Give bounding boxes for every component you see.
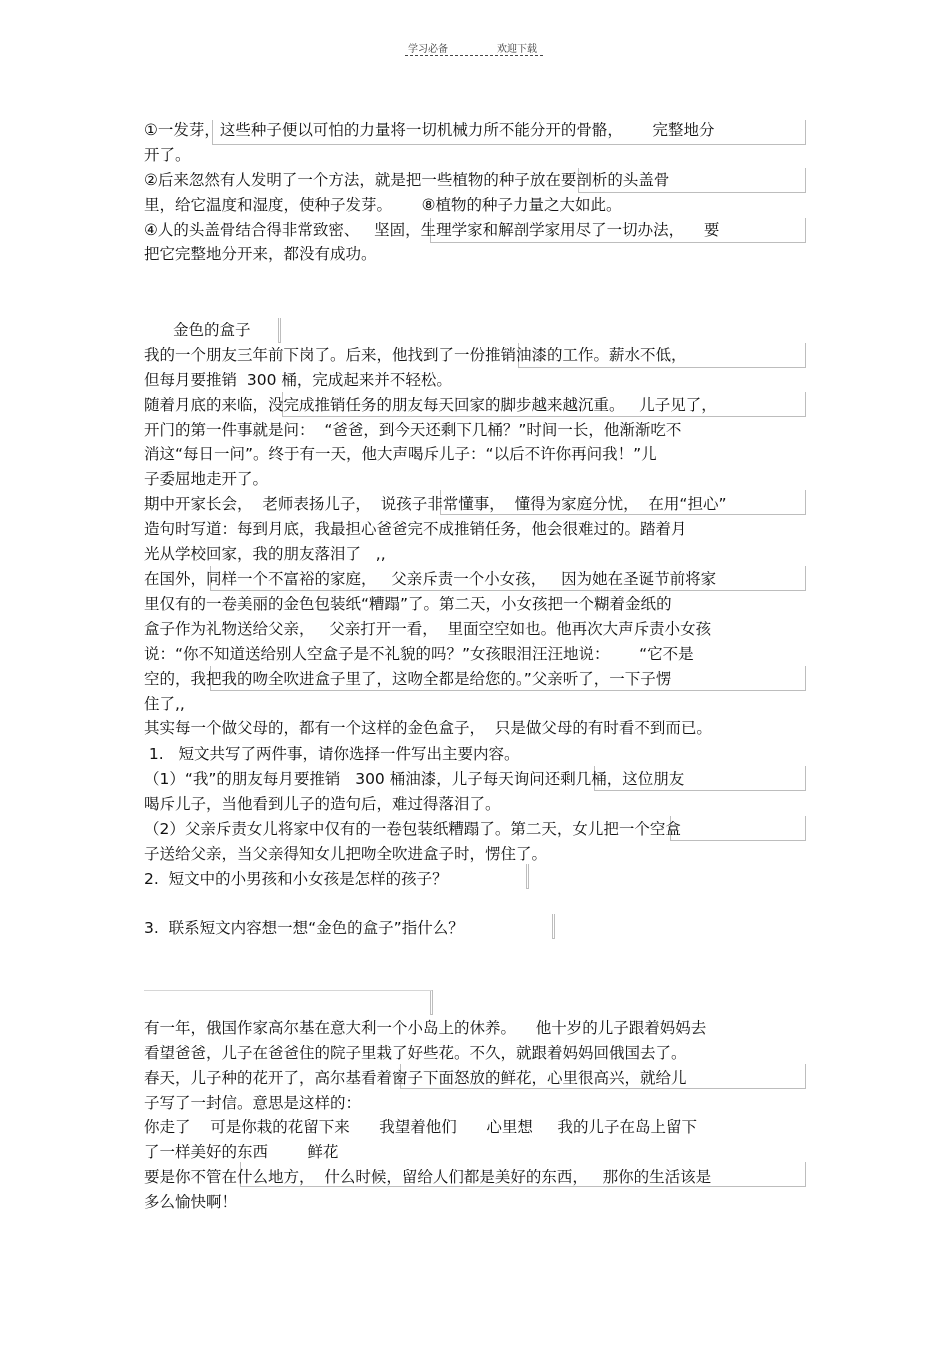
paragraph-line: 随着月底的来临，没完成推销任务的朋友每天回家的脚步越来越沉重。 儿子见了，	[144, 396, 717, 414]
answer-line: 子送给父亲，当父亲得知女儿把吻全吹进盒子时，愣住了。	[144, 845, 548, 863]
paragraph-line: 住了,,	[144, 695, 185, 713]
paragraph-line: 你走了 可是你栽的花留下来 我望着他们 心里想 我的儿子在岛上留下	[144, 1118, 697, 1136]
horizontal-rule	[144, 990, 432, 991]
text-box	[526, 864, 529, 889]
question-2: 2. 短文中的小男孩和小女孩是怎样的孩子？	[144, 870, 448, 888]
question-1: 1. 短文共写了两件事，请你选择一件写出主要内容。	[144, 745, 520, 763]
header-left-text: 学习必备	[408, 44, 448, 55]
text-box	[552, 914, 555, 939]
header-right-text: 欢迎下载	[497, 44, 537, 55]
paragraph-line: ①一发芽，这些种子便以可怕的力量将一切机械力所不能分开的骨骼， 完整地分	[144, 121, 715, 139]
paragraph-line: 多么愉快啊！	[144, 1193, 238, 1211]
paragraph-line: 说：“你不知道送给别人空盒子是不礼貌的吗？”女孩眼泪汪汪地说： “它不是	[144, 645, 694, 663]
paragraph-line: 里，给它温度和湿度，使种子发芽。 ⑧植物的种子力量之大如此。	[144, 196, 622, 214]
question-3: 3. 联系短文内容想一想“金色的盒子”指什么？	[144, 919, 464, 937]
text-box	[430, 990, 433, 1015]
paragraph-line: 盒子作为礼物送给父亲， 父亲打开一看， 里面空空如也。他再次大声斥责小女孩	[144, 620, 712, 638]
answer-line: 喝斥儿子，当他看到儿子的造句后，难过得落泪了。	[144, 795, 501, 813]
answer-line: （1）“我”的朋友每月要推销 300 桶油漆，儿子每天询问还剩几桶，这位朋友	[144, 770, 685, 788]
paragraph-line: 空的，我把我的吻全吹进盒子里了，这吻全都是给您的。”父亲听了，一下子愣	[144, 670, 672, 688]
answer-line: （2）父亲斥责女儿将家中仅有的一卷包装纸糟蹋了。第二天，女儿把一个空盒	[144, 820, 681, 838]
paragraph-line: ②后来忽然有人发明了一个方法，就是把一些植物的种子放在要剖析的头盖骨	[144, 171, 670, 189]
paragraph-line: 但每月要推销 300 桶，完成起来并不轻松。	[144, 371, 452, 389]
text-box	[278, 318, 281, 343]
paragraph-line: 里仅有的一卷美丽的金色包装纸“糟蹋”了。第二天，小女孩把一个糊着金纸的	[144, 595, 672, 613]
paragraph-line: 看望爸爸，儿子在爸爸住的院子里栽了好些花。不久，就跟着妈妈回俄国去了。	[144, 1044, 687, 1062]
paragraph-line: 有一年，俄国作家高尔基在意大利一个小岛上的休养。 他十岁的儿子跟着妈妈去	[144, 1019, 707, 1037]
paragraph-line: 我的一个朋友三年前下岗了。后来，他找到了一份推销油漆的工作。薪水不低，	[144, 346, 687, 364]
header-dashed-rule	[405, 55, 543, 56]
paragraph-line: 了一样美好的东西 鲜花	[144, 1143, 339, 1161]
paragraph-line: 开门的第一件事就是问： “爸爸，到今天还剩下几桶？”时间一长，他渐渐吃不	[144, 421, 682, 439]
paragraph-line: 要是你不管在什么地方， 什么时候，留给人们都是美好的东西， 那你的生活该是	[144, 1168, 712, 1186]
text-box	[670, 816, 806, 841]
paragraph-line: 造句时写道：每到月底，我最担心爸爸完不成推销任务，他会很难过的。踏着月	[144, 520, 687, 538]
paragraph-line: 子写了一封信。意思是这样的：	[144, 1094, 362, 1112]
story-title: 金色的盒子	[173, 321, 251, 339]
paragraph-line: 光从学校回家，我的朋友落泪了 ,,	[144, 545, 386, 563]
paragraph-line: 把它完整地分开来，都没有成功。	[144, 245, 377, 263]
paragraph-line: 期中开家长会， 老师表扬儿子， 说孩子非常懂事， 懂得为家庭分忧， 在用“担心”	[144, 495, 727, 513]
paragraph-line: ④人的头盖骨结合得非常致密、 坚固，生理学家和解剖学家用尽了一切办法， 要	[144, 221, 720, 239]
paragraph-line: 子委屈地走开了。	[144, 470, 269, 488]
paragraph-line: 开了。	[144, 146, 191, 164]
paragraph-line: 消这“每日一问”。终于有一天，他大声喝斥儿子：“以后不许你再问我！”儿	[144, 445, 657, 463]
paragraph-line: 其实每一个做父母的，都有一个这样的金色盒子， 只是做父母的有时看不到而已。	[144, 719, 712, 737]
paragraph-line: 春天，儿子种的花开了，高尔基看着窗子下面怒放的鲜花，心里很高兴，就给儿	[144, 1069, 687, 1087]
paragraph-line: 在国外，同样一个不富裕的家庭， 父亲斥责一个小女孩， 因为她在圣诞节前将家	[144, 570, 717, 588]
